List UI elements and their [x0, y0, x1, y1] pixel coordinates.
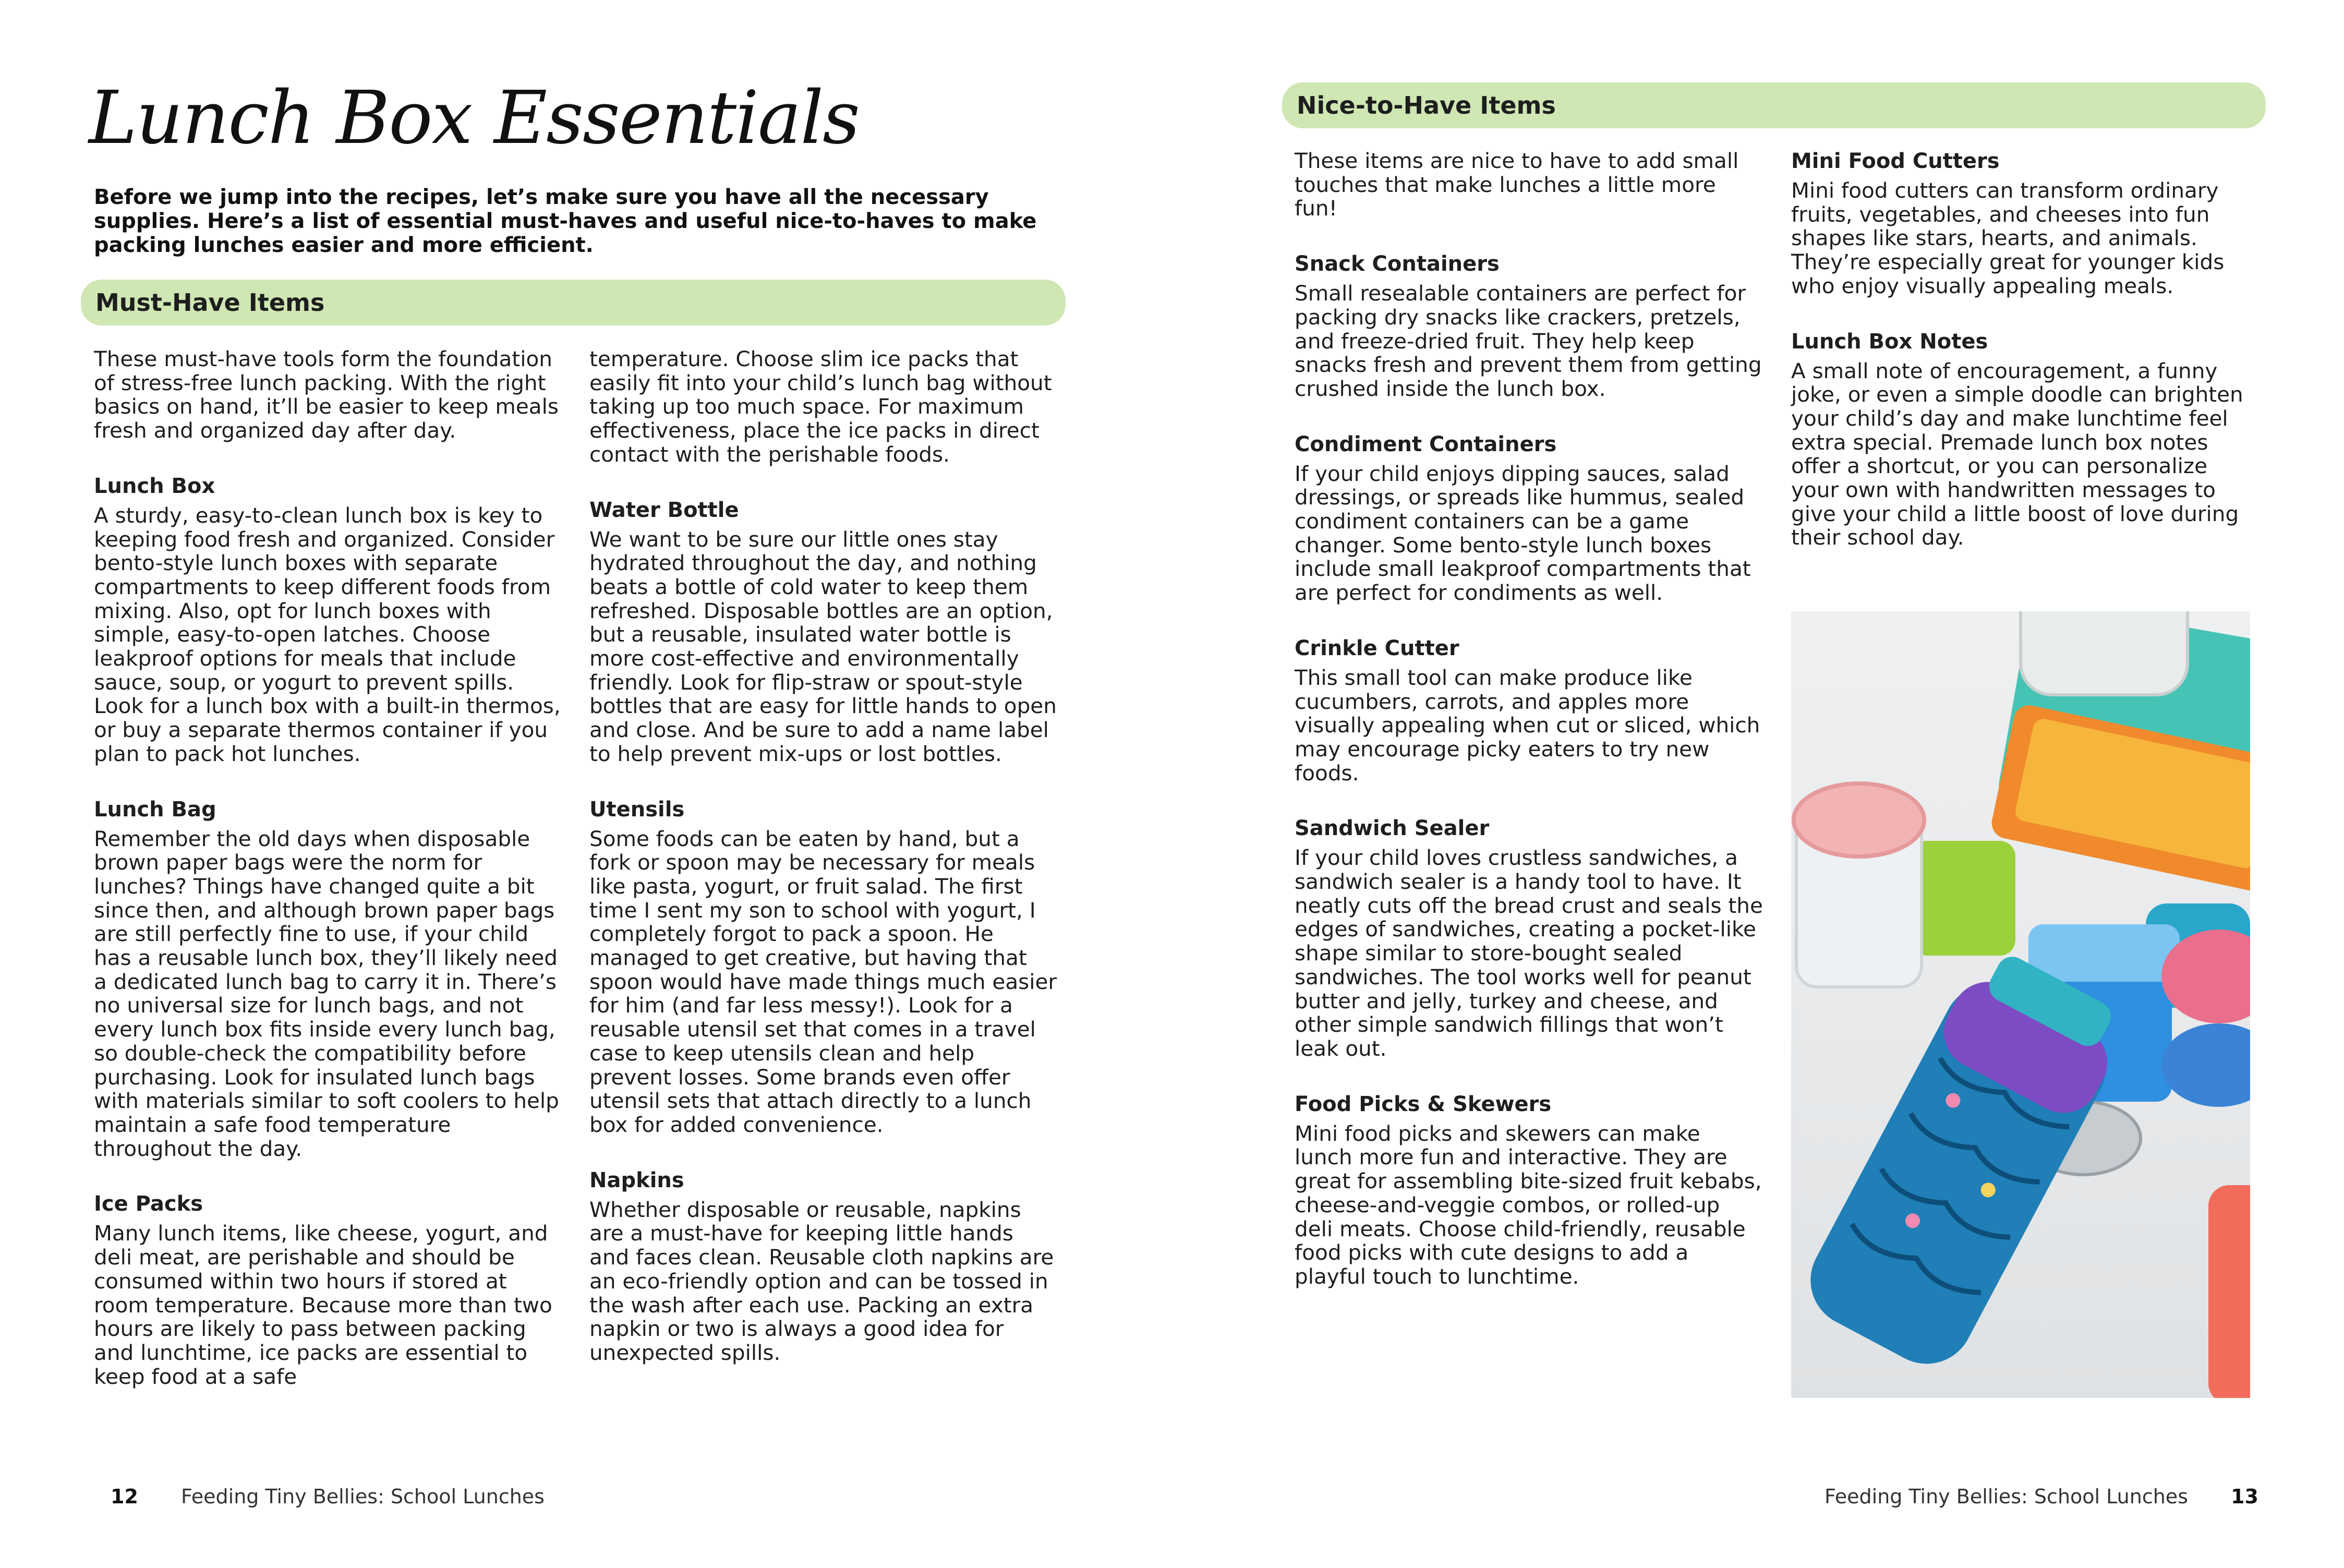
utensils-text: Some foods can be eaten by hand, but a fork or spoon may be necessary for meals like pasta, yogurt, or fruit salad. The first time I sent my son to school with yogurt, I completely forgot to pack a spoon. He managed to get creative, but having that spoon would have made things much easier for him (and far less messy!). Look for a reusable utensil set that comes in a travel case to keep utensils clean and help prevent losses. Some brands even offer utensil sets that attach directly to a lunch box for added convenience.	[589, 826, 1057, 1137]
napkins-text: Whether disposable or reusable, napkins are a must-have for keeping little hands and faces clean. Reusable cloth napkins are an eco-friendly option and can be tossed in the wash after each use. Packing an extra napkin or two is always a good idea for unexpected spills.	[589, 1197, 1054, 1365]
lunch-bag-text: Remember the old days when disposable brown paper bags were the norm for lunches? Things have changed quite a bit since then, and although brown paper bags are still perfectly fine to use, if your child has a reusable lunch box, they’ll likely need a dedicated lunch bag to carry it in. There’s no universal size for lunch bags, and not every lunch box fits inside every lunch bag, so double-check the compatibility before purchasing. Look for insulated lunch bags with materials similar to soft coolers to help maintain a safe food temperature throughout the day.	[94, 826, 559, 1161]
utensils-heading: Utensils	[589, 797, 685, 822]
snack-containers-heading: Snack Containers	[1295, 252, 1500, 276]
napkins-heading: Napkins	[589, 1168, 684, 1192]
intro-paragraph: Before we jump into the recipes, let’s make sure you have all the necessary supplies. Here’s a list of essential must-haves and useful nice-to-haves to make packing lunches easier and more efficient.	[94, 185, 1037, 257]
page-title: Lunch Box Essentials	[89, 76, 860, 161]
sandwich-sealer-heading: Sandwich Sealer	[1295, 816, 1490, 841]
lunch-supplies-photo	[1791, 611, 2250, 1398]
lunch-box-heading: Lunch Box	[94, 474, 215, 498]
ice-packs-text: Many lunch items, like cheese, yogurt, and deli meat, are perishable and should be consumed within two hours if stored at room temperature. Because more than two hours are likely to pass between packing and lunchtime, ice packs are essential to keep food at a safe	[94, 1221, 552, 1389]
food-picks-heading: Food Picks & Skewers	[1295, 1092, 1552, 1116]
condiment-containers-text: If your child enjoys dipping sauces, salad dressings, or spreads like hummus, sealed condiment containers can be a game changer. Some bento-style lunch boxes include small leakproof compartments that are perfect for condiments as well.	[1295, 461, 1751, 606]
lunch-bag-heading: Lunch Bag	[94, 797, 216, 822]
water-bottle-text: We want to be sure our little ones stay hydrated throughout the day, and nothing beats a bottle of cold water to keep them refreshed. Disposable bottles are an option, but a reusable, insulated water bottle is more cost-effective and environmentally friendly. Look for flip-straw or spout-style bottles that are easy for little hands to open and close. And be sure to add a name label to help prevent mix-ups or lost bottles.	[589, 526, 1057, 766]
crinkle-cutter-heading: Crinkle Cutter	[1295, 636, 1459, 660]
must-have-lead: These must-have tools form the foundation of stress-free lunch packing. With the right basics on hand, it’ll be easier to keep meals fresh and organized day after day.	[94, 346, 559, 443]
lunch-box-text: A sturdy, easy-to-clean lunch box is key to keeping food fresh and organized. Consider bento-style lunch boxes with separate compartments to keep different foods from mixing. Also, opt for lunch boxes with simple, easy-to-open latches. Choose leakproof options for meals that include sauce, soup, or yogurt to prevent spills. Look for a lunch box with a built-in thermos, or buy a separate thermos container if you plan to pack hot lunches.	[94, 502, 561, 766]
right-running-footer: Feeding Tiny Bellies: School Lunches	[1825, 1485, 2188, 1508]
must-have-band	[81, 280, 1066, 325]
nice-to-have-heading: Nice-to-Have Items	[1297, 91, 1556, 119]
nice-to-have-column-2	[1791, 149, 2250, 550]
nice-to-have-lead: These items are nice to have to add small touches that make lunches a little more fun!	[1295, 148, 1739, 221]
lunch-supplies-illustration	[1791, 611, 2250, 1398]
ice-packs-heading: Ice Packs	[94, 1192, 203, 1216]
right-page-number: 13	[2231, 1485, 2258, 1508]
nice-to-have-column-1	[1295, 149, 1764, 1289]
must-have-heading: Must-Have Items	[95, 288, 325, 317]
left-folio	[111, 1486, 545, 1507]
right-folio	[1825, 1486, 2258, 1507]
left-running-footer: Feeding Tiny Bellies: School Lunches	[180, 1485, 545, 1508]
nice-to-have-band	[1282, 82, 2266, 128]
food-picks-text: Mini food picks and skewers can make lunch more fun and interactive. They are great for assembling bite-sized fruit kebabs, cheese-and-veggie combos, or rolled-up deli meats. Choose child-friendly, reusable food picks with cute designs to add a playful touch to lunchtime.	[1295, 1120, 1762, 1289]
ice-packs-continued: temperature. Choose slim ice packs that easily fit into your child’s lunch bag without taking up too much space. For maximum effectiveness, place the ice packs in direct contact with the perishable foods.	[589, 346, 1052, 467]
must-have-column-1	[94, 347, 563, 1389]
lunch-box-notes-text: A small note of encouragement, a funny joke, or even a simple doodle can brighten your child’s day and make lunchtime feel extra special. Premade lunch box notes offer a shortcut, or you can personalize your own with handwritten messages to give your child a little boost of love during their school day.	[1791, 358, 2243, 550]
lunch-box-notes-heading: Lunch Box Notes	[1791, 329, 1988, 354]
mini-food-cutters-text: Mini food cutters can transform ordinary fruits, vegetables, and cheeses into fun shapes like stars, hearts, and animals. They’re especially great for younger kids who enjoy visually appealing meals.	[1791, 178, 2225, 298]
water-bottle-heading: Water Bottle	[589, 498, 739, 522]
condiment-containers-heading: Condiment Containers	[1295, 432, 1557, 456]
sandwich-sealer-text: If your child loves crustless sandwiches, a sandwich sealer is a handy tool to have. It neatly cuts off the bread crust and seals the edges of sandwiches, creating a pocket-like shape similar to store-bought sealed sandwiches. The tool works well for peanut butter and jelly, turkey and cheese, and other simple sandwich fillings that won’t leak out.	[1295, 845, 1763, 1061]
crinkle-cutter-text: This small tool can make produce like cucumbers, carrots, and apples more visually appealing when cut or sliced, which may encourage picky eaters to try new foods.	[1295, 665, 1760, 786]
snack-containers-text: Small resealable containers are perfect for packing dry snacks like crackers, pretzels, and freeze-dried fruit. They help keep snacks fresh and prevent them from getting crushed inside the lunch box.	[1295, 281, 1762, 401]
must-have-column-2	[589, 347, 1059, 1365]
left-page-number: 12	[111, 1485, 138, 1508]
mini-food-cutters-heading: Mini Food Cutters	[1791, 149, 2000, 173]
